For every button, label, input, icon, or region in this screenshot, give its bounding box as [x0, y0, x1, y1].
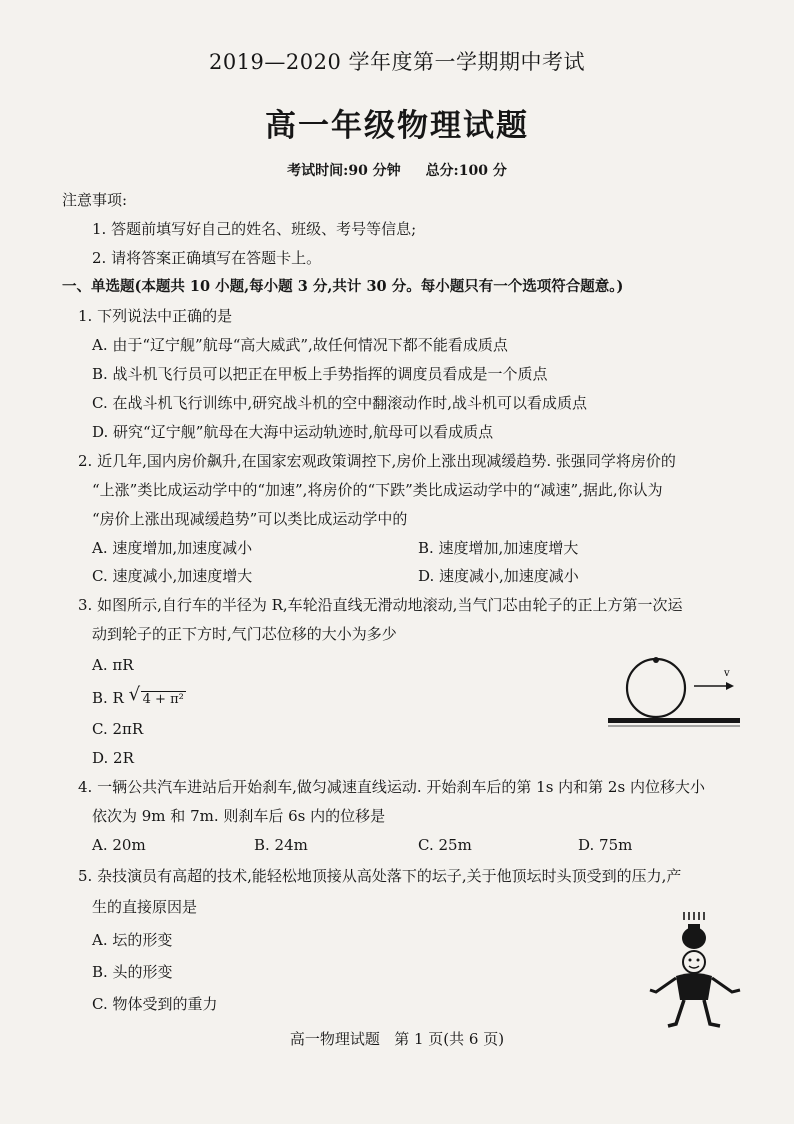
question-1-option-b: B. 战斗机飞行员可以把正在甲板上手势指挥的调度员看成是一个质点 [92, 365, 548, 383]
exam-name: 2019—2020 学年度第一学期期中考试 [208, 50, 586, 74]
question-4-stem-line-1: 4. 一辆公共汽车进站后开始刹车,做匀减速直线运动. 开始刹车后的第 1s 内和第 2s 内位移大小 [78, 778, 705, 796]
question-2-stem-line-1: 2. 近几年,国内房价飙升,在国家宏观政策调控下,房价上涨出现减缓趋势. 张强同学将房价的 [78, 452, 676, 470]
question-4-option-c: C. 25m [418, 836, 472, 854]
question-2-option-b: B. 速度增加,加速度增大 [418, 539, 579, 557]
wheel-icon [627, 659, 685, 717]
acrobat-head-icon [683, 951, 705, 973]
sqrt-radicand: 4 + π² [142, 692, 184, 707]
question-3-stem-line-1: 3. 如图所示,自行车的半径为 R,车轮沿直线无滑动地滚动,当气门芯由轮子的正上方第一次运 [78, 596, 683, 614]
page-footer: 高一物理试题 第 1 页(共 6 页) [289, 1030, 505, 1048]
page-title: 高一年级物理试题 [265, 108, 529, 144]
question-1-option-d: D. 研究“辽宁舰”航母在大海中运动轨迹时,航母可以看成质点 [92, 423, 494, 441]
question-3-option-d: D. 2R [92, 749, 134, 767]
question-2-option-a: A. 速度增加,加速度减小 [92, 539, 253, 557]
question-2-option-c: C. 速度减小,加速度增大 [92, 567, 253, 585]
question-4-option-b: B. 24m [254, 836, 308, 854]
question-1-option-a: A. 由于“辽宁舰”航母“高大威武”,故任何情况下都不能看成质点 [92, 336, 508, 354]
acrobat-right-arm [712, 978, 740, 992]
question-5-option-b: B. 头的形变 [92, 963, 173, 981]
question-4-stem-line-2: 依次为 9m 和 7m. 则刹车后 6s 内的位移是 [92, 807, 386, 825]
question-4-option-d: D. 75m [578, 836, 633, 854]
acrobat-left-leg [668, 1000, 684, 1026]
exam-info [0, 160, 794, 180]
question-3-option-c: C. 2πR [92, 720, 144, 738]
jar-icon [682, 927, 706, 949]
exam-total-score: 总分:100 分 [425, 163, 507, 179]
velocity-mark: v [724, 668, 730, 679]
question-5-stem-line-1: 5. 杂技演员有高超的技术,能轻松地顶接从高处落下的坛子,关于他顶坛时头顶受到的压力,产 [78, 867, 682, 885]
acrobat-left-arm [650, 978, 676, 992]
question-5-stem-line-2: 生的直接原因是 [92, 898, 198, 916]
question-5-option-c: C. 物体受到的重力 [92, 995, 218, 1013]
jar-neck [688, 924, 700, 929]
question-3-option-b-label: B. R [92, 689, 124, 707]
sqrt-icon: √ [128, 684, 141, 705]
question-2-option-d: D. 速度减小,加速度减小 [418, 567, 579, 585]
exam-time: 考试时间:90 分钟 [287, 163, 401, 179]
section-heading: 一、单选题(本题共 10 小题,每小题 3 分,共计 30 分。每小题只有一个选项符合题意。) [62, 278, 624, 295]
acrobat-figure [646, 910, 746, 1030]
question-1-stem: 1. 下列说法中正确的是 [78, 307, 233, 325]
question-2-stem-line-2: “上涨”类比成运动学中的“加速”,将房价的“下跌”类比成运动学中的“减速”,据此,你认为 [92, 481, 663, 499]
question-3-option-a: A. πR [92, 656, 134, 674]
note-item-1: 1. 答题前填写好自己的姓名、班级、考号等信息; [92, 220, 417, 238]
rolling-wheel-figure [608, 652, 748, 730]
question-2-stem-line-3: “房价上涨出现减缓趋势”可以类比成运动学中的 [92, 510, 408, 528]
question-5-option-a: A. 坛的形变 [92, 931, 173, 949]
notes-heading: 注意事项: [62, 191, 128, 209]
question-3-stem-line-2: 动到轮子的正下方时,气门芯位移的大小为多少 [92, 625, 397, 643]
question-4-option-a: A. 20m [92, 836, 146, 854]
note-item-2: 2. 请将答案正确填写在答题卡上。 [92, 249, 322, 267]
falling-motion-lines [684, 912, 704, 920]
question-1-option-c: C. 在战斗机飞行训练中,研究战斗机的空中翻滚动作时,战斗机可以看成质点 [92, 394, 588, 412]
question-3-option-b [92, 684, 186, 710]
arrow-head-icon [726, 682, 734, 690]
ground-surface [608, 718, 740, 723]
acrobat-right-leg [704, 1000, 720, 1026]
valve-core-marker [653, 657, 659, 663]
sqrt-expression [128, 684, 186, 710]
acrobat-body [676, 973, 712, 1000]
